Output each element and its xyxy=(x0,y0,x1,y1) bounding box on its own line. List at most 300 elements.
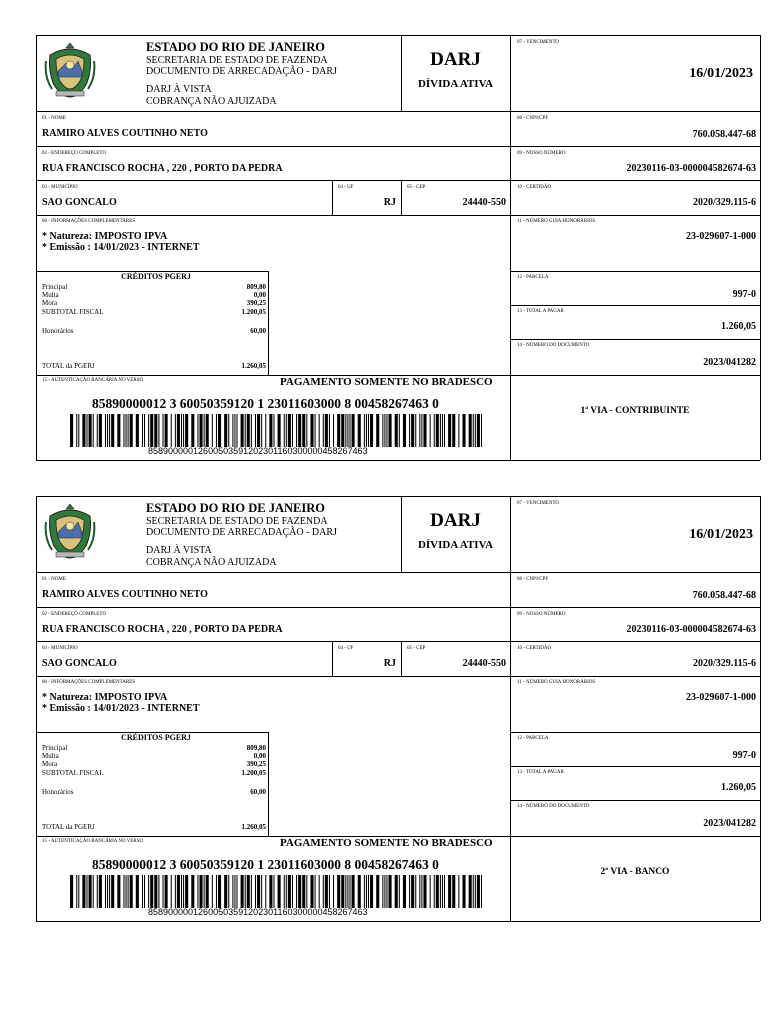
pagamento-notice: PAGAMENTO SOMENTE NO BRADESCO xyxy=(280,376,493,388)
barcode-bar xyxy=(306,414,307,447)
barcode-bar xyxy=(415,414,416,447)
numero-documento-value: 2023/041282 xyxy=(703,818,756,829)
barcode-bar xyxy=(255,414,256,447)
creditos-title: CRÉDITOS PGERJ xyxy=(121,272,191,281)
barcode-bar xyxy=(183,414,184,447)
barcode-bar xyxy=(126,414,127,447)
barcode-bar xyxy=(142,414,143,447)
total-pgerj-value: 1.260,05 xyxy=(241,823,266,831)
barcode-bar xyxy=(296,414,297,447)
barcode-bar xyxy=(163,414,164,447)
endereco-value: RUA FRANCISCO ROCHA , 220 , PORTO DA PEDRA xyxy=(42,624,283,635)
uf-value: RJ xyxy=(383,197,396,208)
nome-value: RAMIRO ALVES COUTINHO NETO xyxy=(42,589,208,600)
barcode-bar xyxy=(216,875,217,908)
barcode-bar xyxy=(475,414,476,447)
barcode-bar xyxy=(128,875,129,908)
barcode-bar xyxy=(434,414,435,447)
linha-digitavel: 85890000012 3 60050359120 1 23011603000 8 00458267463 0 xyxy=(92,396,439,411)
label-nome: 01 - NOME xyxy=(42,577,66,582)
label-info-complementares: 06 - INFORMAÇÕES COMPLEMENTARES xyxy=(42,219,136,224)
label-uf: 04 - UF xyxy=(338,185,354,190)
barcode-bar xyxy=(368,875,369,908)
barcode-bar xyxy=(175,875,176,908)
barcode-bar xyxy=(399,414,400,447)
label-autenticacao: 15 - AUTENTICAÇÃO BANCÁRIA NO VERSO xyxy=(42,378,144,383)
barcode-bar xyxy=(130,875,133,908)
coat-of-arms-logo xyxy=(44,41,96,99)
vencimento-value: 16/01/2023 xyxy=(689,527,753,542)
cnpj-value: 760.058.447-68 xyxy=(692,590,756,601)
subtotal-label: SUBTOTAL FISCAL xyxy=(42,769,104,777)
barcode-bar xyxy=(296,875,297,908)
municipio-value: SAO GONCALO xyxy=(42,658,117,669)
uf-value: RJ xyxy=(383,658,396,669)
barcode-bar xyxy=(105,414,106,447)
barcode-bar xyxy=(352,414,355,447)
label-municipio: 03 - MUNICÍPIO xyxy=(42,646,78,651)
barcode-bar xyxy=(302,414,305,447)
header-secretaria: SECRETARIA DE ESTADO DE FAZENDA xyxy=(146,55,328,66)
barcode-bar xyxy=(117,875,120,908)
barcode-bar xyxy=(177,414,180,447)
label-cnpj: 08 - CNPJ/CPF xyxy=(517,577,549,582)
barcode-bar xyxy=(458,875,459,908)
barcode-bar xyxy=(107,414,108,447)
guia-honorarios-value: 23-029607-1-000 xyxy=(686,231,756,242)
barcode-bar xyxy=(347,875,348,908)
barcode-bar xyxy=(191,875,194,908)
barcode-bar xyxy=(136,414,139,447)
barcode-bar xyxy=(364,414,365,447)
barcode-bar xyxy=(329,414,330,447)
barcode-bar xyxy=(298,414,301,447)
barcode-bar xyxy=(306,875,307,908)
barcode xyxy=(68,875,482,908)
barcode-bar xyxy=(148,875,149,908)
info-emissao: * Emissão : 14/01/2023 - INTERNET xyxy=(42,242,200,253)
barcode-bar xyxy=(278,875,281,908)
barcode-bar xyxy=(130,414,133,447)
honorarios-value: 60,00 xyxy=(250,788,266,796)
barcode-bar xyxy=(273,875,274,908)
nosso-numero-value: 20230116-03-000004582674-63 xyxy=(626,624,756,635)
barcode-bar xyxy=(284,414,285,447)
barcode-bar xyxy=(288,414,291,447)
barcode-bar xyxy=(364,875,365,908)
barcode-bar xyxy=(319,414,320,447)
barcode-number: 85890000012600503591202301160300000458267463 xyxy=(148,907,368,917)
label-cep: 05 - CEP xyxy=(407,185,426,190)
barcode-bar xyxy=(341,414,344,447)
barcode-bar xyxy=(218,875,221,908)
barcode-bar xyxy=(199,875,202,908)
label-total-pagar: 13 - TOTAL A PAGAR xyxy=(517,309,564,314)
header-state: ESTADO DO RIO DE JANEIRO xyxy=(146,501,325,515)
principal-value: 809,80 xyxy=(246,744,266,752)
header-state: ESTADO DO RIO DE JANEIRO xyxy=(146,40,325,54)
barcode-bar xyxy=(462,414,465,447)
barcode-bar xyxy=(389,414,392,447)
barcode-bar xyxy=(76,414,77,447)
barcode-bar xyxy=(204,414,205,447)
barcode-bar xyxy=(78,875,79,908)
barcode-bar xyxy=(292,414,293,447)
barcode-bar xyxy=(430,875,431,908)
principal-label: Principal xyxy=(42,744,68,752)
barcode-number: 85890000012600503591202301160300000458267463 xyxy=(148,446,368,456)
barcode-bar xyxy=(421,414,422,447)
label-numero-documento: 14 - NÚMERO DO DOCUMENTO xyxy=(517,804,590,809)
label-cep: 05 - CEP xyxy=(407,646,426,651)
barcode-bar xyxy=(442,875,443,908)
barcode-bar xyxy=(191,414,194,447)
mora-value: 390,25 xyxy=(246,760,266,768)
barcode-bar xyxy=(436,414,439,447)
principal-value: 809,80 xyxy=(246,283,266,291)
barcode-bar xyxy=(473,875,474,908)
barcode-bar xyxy=(128,414,129,447)
barcode-bar xyxy=(323,875,324,908)
barcode-bar xyxy=(423,875,426,908)
subtotal-label: SUBTOTAL FISCAL xyxy=(42,308,104,316)
barcode-bar xyxy=(337,875,340,908)
barcode-bar xyxy=(204,875,205,908)
barcode-bar xyxy=(481,414,482,447)
barcode-bar xyxy=(442,414,443,447)
barcode-bar xyxy=(126,875,127,908)
barcode-bar xyxy=(99,875,102,908)
pagamento-notice: PAGAMENTO SOMENTE NO BRADESCO xyxy=(280,837,493,849)
barcode-bar xyxy=(452,875,455,908)
barcode-bar xyxy=(97,875,98,908)
barcode-bar xyxy=(109,414,110,447)
barcode-bar xyxy=(234,414,235,447)
barcode-bar xyxy=(261,875,262,908)
header-darj-vista: DARJ À VISTA xyxy=(146,84,212,95)
cep-value: 24440-550 xyxy=(462,658,506,669)
barcode-bar xyxy=(384,875,385,908)
barcode-bar xyxy=(105,875,106,908)
barcode-bar xyxy=(228,414,229,447)
barcode-bar xyxy=(403,875,406,908)
barcode-bar xyxy=(419,414,420,447)
barcode-bar xyxy=(82,414,85,447)
barcode-bar xyxy=(347,414,348,447)
barcode-bar xyxy=(199,414,202,447)
barcode-bar xyxy=(117,414,120,447)
barcode-bar xyxy=(430,414,431,447)
label-endereco: 02 - ENDEREÇO COMPLETO xyxy=(42,151,106,156)
barcode-bar xyxy=(288,875,291,908)
barcode-bar xyxy=(247,414,250,447)
label-nosso-numero: 09 - NOSSO NÚMERO xyxy=(517,151,566,156)
barcode-bar xyxy=(171,414,172,447)
barcode-bar xyxy=(376,875,379,908)
barcode-bar xyxy=(241,414,244,447)
via-label: 1ª VIA - CONTRIBUINTE xyxy=(580,406,690,416)
label-municipio: 03 - MUNICÍPIO xyxy=(42,185,78,190)
barcode-bar xyxy=(315,414,316,447)
barcode-bar xyxy=(382,875,383,908)
barcode-bar xyxy=(70,414,73,447)
endereco-value: RUA FRANCISCO ROCHA , 220 , PORTO DA PEDRA xyxy=(42,163,283,174)
barcode-bar xyxy=(469,414,472,447)
barcode-bar xyxy=(323,414,324,447)
barcode-bar xyxy=(415,875,416,908)
barcode-bar xyxy=(234,875,235,908)
barcode-bar xyxy=(142,875,143,908)
barcode-bar xyxy=(403,414,406,447)
barcode-bar xyxy=(469,875,472,908)
barcode-bar xyxy=(154,414,157,447)
barcode-bar xyxy=(370,875,373,908)
principal-label: Principal xyxy=(42,283,68,291)
barcode-bar xyxy=(158,414,159,447)
total-pgerj-label: TOTAL da PGERJ xyxy=(42,823,95,831)
header-documento: DOCUMENTO DE ARRECADAÇÃO - DARJ xyxy=(146,66,337,77)
barcode-bar xyxy=(302,875,305,908)
total-pgerj-label: TOTAL da PGERJ xyxy=(42,362,95,370)
barcode-bar xyxy=(111,875,114,908)
cnpj-value: 760.058.447-68 xyxy=(692,129,756,140)
barcode-bar xyxy=(177,875,180,908)
barcode-bar xyxy=(76,875,77,908)
barcode-bar xyxy=(477,414,480,447)
barcode-bar xyxy=(440,414,441,447)
barcode-bar xyxy=(310,875,313,908)
barcode-bar xyxy=(251,414,252,447)
barcode-bar xyxy=(257,414,260,447)
barcode-bar xyxy=(175,414,176,447)
barcode-bar xyxy=(366,875,367,908)
barcode-bar xyxy=(218,414,221,447)
barcode-bar xyxy=(148,414,149,447)
barcode-bar xyxy=(345,875,346,908)
barcode-bar xyxy=(315,875,316,908)
barcode-bar xyxy=(337,414,340,447)
barcode-bar xyxy=(181,875,182,908)
barcode-bar xyxy=(107,875,108,908)
barcode-bar xyxy=(349,875,350,908)
via-label: 2ª VIA - BANCO xyxy=(600,867,670,877)
barcode-bar xyxy=(352,875,355,908)
barcode-bar xyxy=(93,414,94,447)
vencimento-value: 16/01/2023 xyxy=(689,66,753,81)
barcode-bar xyxy=(475,875,476,908)
barcode-bar xyxy=(395,875,398,908)
barcode-bar xyxy=(444,414,445,447)
nome-value: RAMIRO ALVES COUTINHO NETO xyxy=(42,128,208,139)
barcode-bar xyxy=(265,875,266,908)
mora-label: Mora xyxy=(42,760,58,768)
cep-value: 24440-550 xyxy=(462,197,506,208)
barcode-bar xyxy=(232,875,233,908)
barcode-bar xyxy=(329,875,330,908)
label-vencimento: 07 - VENCIMENTO xyxy=(517,40,560,45)
label-certidao: 10 - CERTIDÃO xyxy=(517,185,552,190)
barcode-bar xyxy=(206,875,209,908)
barcode-bar xyxy=(419,875,420,908)
total-pagar-value: 1.260,05 xyxy=(721,782,756,793)
honorarios-value: 60,00 xyxy=(250,327,266,335)
info-emissao: * Emissão : 14/01/2023 - INTERNET xyxy=(42,703,200,714)
barcode-bar xyxy=(341,875,344,908)
barcode-bar xyxy=(265,414,266,447)
header-secretaria: SECRETARIA DE ESTADO DE FAZENDA xyxy=(146,516,328,527)
barcode-bar xyxy=(82,875,85,908)
barcode-bar xyxy=(255,875,256,908)
label-parcela: 12 - PARCELA xyxy=(517,275,549,280)
guia-honorarios-value: 23-029607-1-000 xyxy=(686,692,756,703)
barcode-bar xyxy=(286,414,287,447)
barcode-bar xyxy=(78,414,79,447)
barcode-bar xyxy=(444,875,445,908)
barcode-bar xyxy=(261,414,262,447)
header-cobranca: COBRANÇA NÃO AJUIZADA xyxy=(146,96,277,107)
certidao-value: 2020/329.115-6 xyxy=(692,197,756,208)
barcode-bar xyxy=(93,875,94,908)
darj-title: DARJ xyxy=(430,49,481,70)
barcode-bar xyxy=(171,875,172,908)
label-nosso-numero: 09 - NOSSO NÚMERO xyxy=(517,612,566,617)
barcode-bar xyxy=(185,414,188,447)
barcode-bar xyxy=(384,414,385,447)
barcode-bar xyxy=(481,875,482,908)
barcode-bar xyxy=(368,414,369,447)
barcode-bar xyxy=(185,875,188,908)
barcode-bar xyxy=(212,875,213,908)
barcode-bar xyxy=(345,414,346,447)
barcode-bar xyxy=(144,414,145,447)
barcode-bar xyxy=(462,875,465,908)
darj-copy-2 xyxy=(36,496,760,921)
label-guia-honorarios: 11 - NÚMERO GUIA HONORÁRIOS xyxy=(517,219,596,224)
darj-copy-1 xyxy=(36,35,760,460)
header-documento: DOCUMENTO DE ARRECADAÇÃO - DARJ xyxy=(146,527,337,538)
total-pgerj-value: 1.260,05 xyxy=(241,362,266,370)
creditos-title: CRÉDITOS PGERJ xyxy=(121,733,191,742)
barcode-bar xyxy=(89,875,92,908)
municipio-value: SAO GONCALO xyxy=(42,197,117,208)
barcode-bar xyxy=(86,875,87,908)
honorarios-label: Honorários xyxy=(42,327,74,335)
barcode-bar xyxy=(440,875,441,908)
barcode-bar xyxy=(349,414,350,447)
barcode-bar xyxy=(448,875,451,908)
barcode-bar xyxy=(273,414,274,447)
honorarios-label: Honorários xyxy=(42,788,74,796)
barcode-bar xyxy=(286,875,287,908)
darj-title: DARJ xyxy=(430,510,481,531)
barcode-bar xyxy=(150,414,153,447)
barcode-bar xyxy=(409,875,410,908)
label-total-pagar: 13 - TOTAL A PAGAR xyxy=(517,770,564,775)
divida-ativa: DÍVIDA ATIVA xyxy=(417,539,494,551)
barcode-bar xyxy=(376,414,379,447)
barcode-bar xyxy=(165,414,168,447)
total-pagar-value: 1.260,05 xyxy=(721,321,756,332)
barcode-bar xyxy=(395,414,398,447)
barcode-bar xyxy=(421,875,422,908)
barcode-bar xyxy=(389,875,392,908)
barcode-bar xyxy=(109,875,110,908)
barcode-bar xyxy=(241,875,244,908)
coat-of-arms-logo xyxy=(44,502,96,560)
barcode-bar xyxy=(158,875,159,908)
multa-label: Multa xyxy=(42,291,59,299)
barcode-bar xyxy=(70,875,73,908)
barcode-bar xyxy=(333,875,334,908)
barcode-bar xyxy=(224,875,227,908)
barcode-bar xyxy=(325,875,328,908)
barcode-bar xyxy=(232,414,233,447)
barcode-bar xyxy=(236,414,237,447)
barcode-bar xyxy=(386,875,387,908)
barcode-bar xyxy=(251,875,252,908)
barcode-bar xyxy=(366,414,367,447)
barcode-bar xyxy=(99,414,102,447)
barcode-bar xyxy=(212,414,213,447)
barcode-bar xyxy=(358,875,361,908)
label-info-complementares: 06 - INFORMAÇÕES COMPLEMENTARES xyxy=(42,680,136,685)
barcode-bar xyxy=(436,875,439,908)
barcode-bar xyxy=(434,875,435,908)
info-natureza: * Natureza: IMPOSTO IPVA xyxy=(42,692,168,703)
barcode-bar xyxy=(163,875,164,908)
label-uf: 04 - UF xyxy=(338,646,354,651)
barcode-bar xyxy=(284,875,285,908)
barcode-bar xyxy=(452,414,455,447)
label-nome: 01 - NOME xyxy=(42,116,66,121)
subtotal-value: 1.200,05 xyxy=(241,769,266,777)
barcode-bar xyxy=(197,875,198,908)
barcode-bar xyxy=(382,414,383,447)
numero-documento-value: 2023/041282 xyxy=(703,357,756,368)
label-cnpj: 08 - CNPJ/CPF xyxy=(517,116,549,121)
barcode-bar xyxy=(325,414,328,447)
multa-value: 0,00 xyxy=(253,752,266,760)
info-natureza: * Natureza: IMPOSTO IPVA xyxy=(42,231,168,242)
multa-label: Multa xyxy=(42,752,59,760)
label-certidao: 10 - CERTIDÃO xyxy=(517,646,552,651)
label-numero-documento: 14 - NÚMERO DO DOCUMENTO xyxy=(517,343,590,348)
barcode-bar xyxy=(477,875,480,908)
barcode-bar xyxy=(458,414,459,447)
barcode-bar xyxy=(411,875,414,908)
barcode-bar xyxy=(247,875,250,908)
barcode xyxy=(68,414,482,447)
subtotal-value: 1.200,05 xyxy=(241,308,266,316)
multa-value: 0,00 xyxy=(253,291,266,299)
header-cobranca: COBRANÇA NÃO AJUIZADA xyxy=(146,557,277,568)
barcode-bar xyxy=(411,414,414,447)
nosso-numero-value: 20230116-03-000004582674-63 xyxy=(626,163,756,174)
parcela-value: 997-0 xyxy=(732,289,756,300)
barcode-bar xyxy=(386,414,387,447)
barcode-bar xyxy=(298,875,301,908)
barcode-bar xyxy=(310,414,313,447)
barcode-bar xyxy=(111,414,114,447)
barcode-bar xyxy=(89,414,92,447)
barcode-bar xyxy=(358,414,361,447)
barcode-bar xyxy=(224,414,227,447)
barcode-bar xyxy=(183,875,184,908)
barcode-bar xyxy=(423,414,426,447)
barcode-bar xyxy=(197,414,198,447)
mora-label: Mora xyxy=(42,299,58,307)
barcode-bar xyxy=(228,875,229,908)
